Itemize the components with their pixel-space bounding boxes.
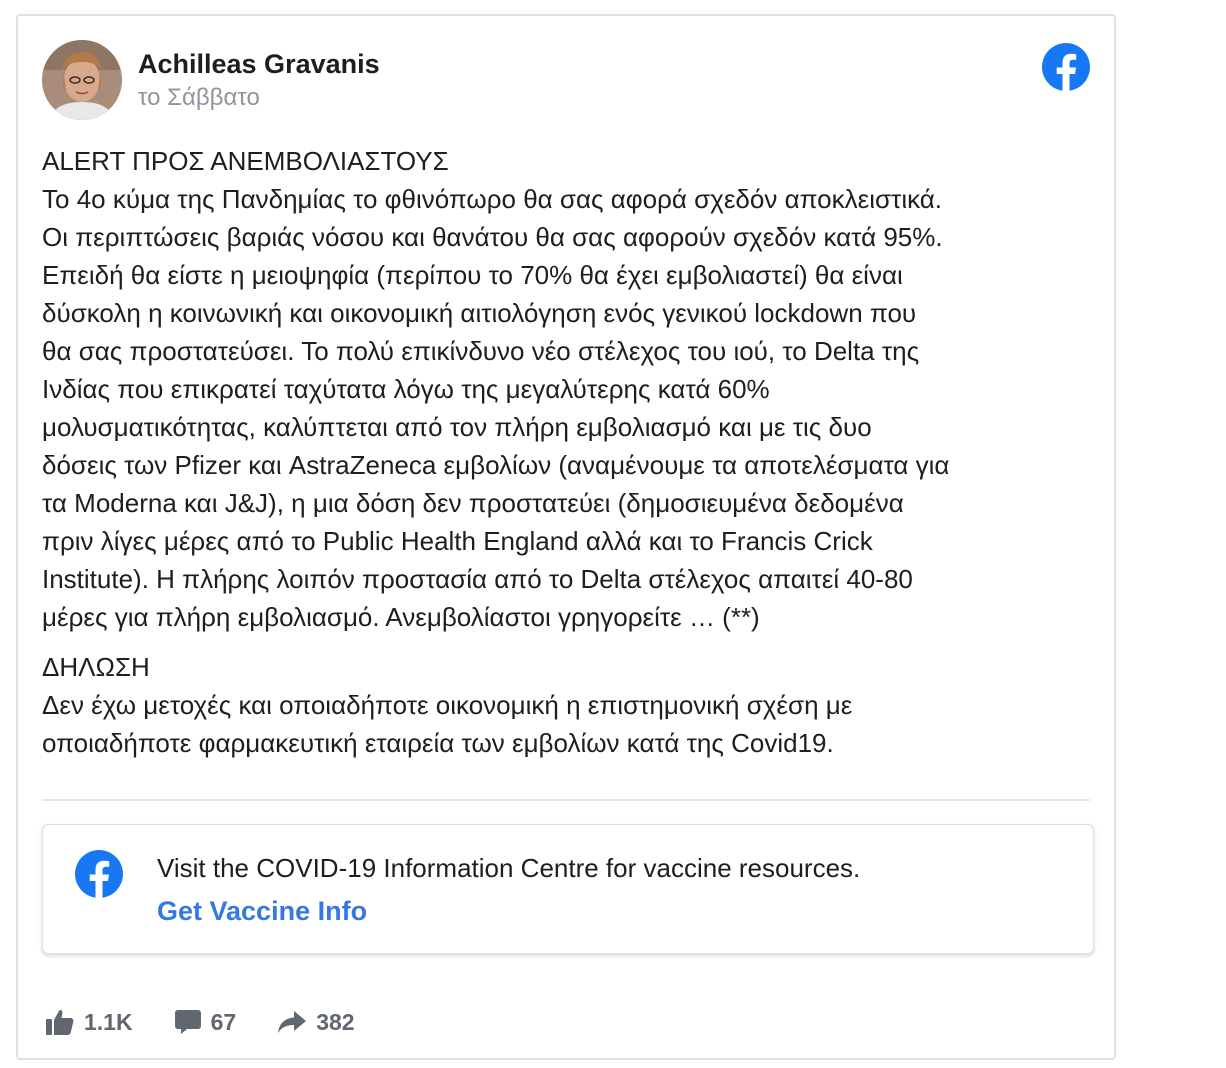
facebook-post-card — [16, 14, 1116, 1060]
author-name[interactable]: Achilleas Gravanis — [138, 49, 380, 79]
comment-button[interactable] — [175, 1009, 237, 1036]
post-body-line: Institute). Η πλήρης λοιπόν προστασία από το Delta στέλεχος απαιτεί 40-80 — [42, 564, 913, 594]
profile-photo-icon — [42, 40, 122, 120]
post-actions — [46, 1004, 397, 1040]
comment-count: 67 — [210, 1008, 237, 1035]
post-body-line: δύσκολη η κοινωνική και οικονομική αιτιολόγηση ενός γενικού lockdown που — [42, 298, 917, 328]
info-box-text: Visit the COVID-19 Information Centre for vaccine resources. — [157, 853, 861, 883]
post-body-line: μολυσματικότητας, καλύπτεται από τον πλήρη εμβολιασμό και με τις δυο — [42, 412, 872, 442]
paragraph-gap — [42, 636, 1104, 648]
divider — [42, 799, 1090, 801]
covid-info-box[interactable] — [42, 824, 1094, 954]
share-button[interactable] — [278, 1009, 354, 1036]
comment-icon — [175, 1009, 201, 1035]
post-body-line: Το 4ο κύμα της Πανδημίας το φθινόπωρο θα σας αφορά σχεδόν αποκλειστικά. — [42, 184, 943, 214]
like-count: 1.1K — [84, 1008, 133, 1035]
post-body-line: τα Moderna και J&J), η μια δόση δεν προστατεύει (δημοσιευμένα δεδομένα — [42, 488, 904, 518]
get-vaccine-info-link[interactable]: Get Vaccine Info — [157, 896, 368, 926]
thumbs-up-icon — [46, 1009, 74, 1035]
post-body — [42, 142, 1104, 762]
disclosure-line: οποιαδήποτε φαρμακευτική εταιρεία των εμβολίων κατά της Covid19. — [42, 728, 834, 758]
post-body-line: Επειδή θα είστε η μειοψηφία (περίπου το 70% θα έχει εμβολιαστεί) θα είναι — [42, 260, 903, 290]
post-timestamp[interactable]: το Σάββατο — [138, 84, 260, 111]
post-body-line: δόσεις των Pfizer και AstraZeneca εμβολίων (αναμένουμε τα αποτελέσματα για — [42, 450, 950, 480]
post-body-line: Ινδίας που επικρατεί ταχύτατα λόγω της μεγαλύτερης κατά 60% — [42, 374, 770, 404]
disclosure-line: Δεν έχω μετοχές και οποιαδήποτε οικονομική η επιστημονική σχέση με — [42, 690, 853, 720]
post-header — [42, 40, 1090, 124]
disclosure-line: ΔΗΛΩΣΗ — [42, 652, 150, 682]
facebook-icon[interactable] — [1042, 43, 1090, 91]
facebook-icon — [75, 850, 123, 898]
author-avatar[interactable] — [42, 40, 122, 120]
like-button[interactable] — [46, 1009, 133, 1036]
post-body-line: μέρες για πλήρη εμβολιασμό. Ανεμβολίαστοι γρηγορείτε … (**) — [42, 602, 760, 632]
post-body-line: θα σας προστατεύσει. Το πολύ επικίνδυνο νέο στέλεχος του ιού, το Delta της — [42, 336, 920, 366]
post-body-line: Οι περιπτώσεις βαριάς νόσου και θανάτου θα σας αφορούν σχεδόν κατά 95%. — [42, 222, 943, 252]
post-body-line: ALERT ΠΡΟΣ ΑΝΕΜΒΟΛΙΑΣΤΟΥΣ — [42, 146, 449, 176]
share-icon — [278, 1010, 306, 1034]
share-count: 382 — [316, 1008, 355, 1035]
post-body-line: πριν λίγες μέρες από το Public Health England αλλά και το Francis Crick — [42, 526, 873, 556]
